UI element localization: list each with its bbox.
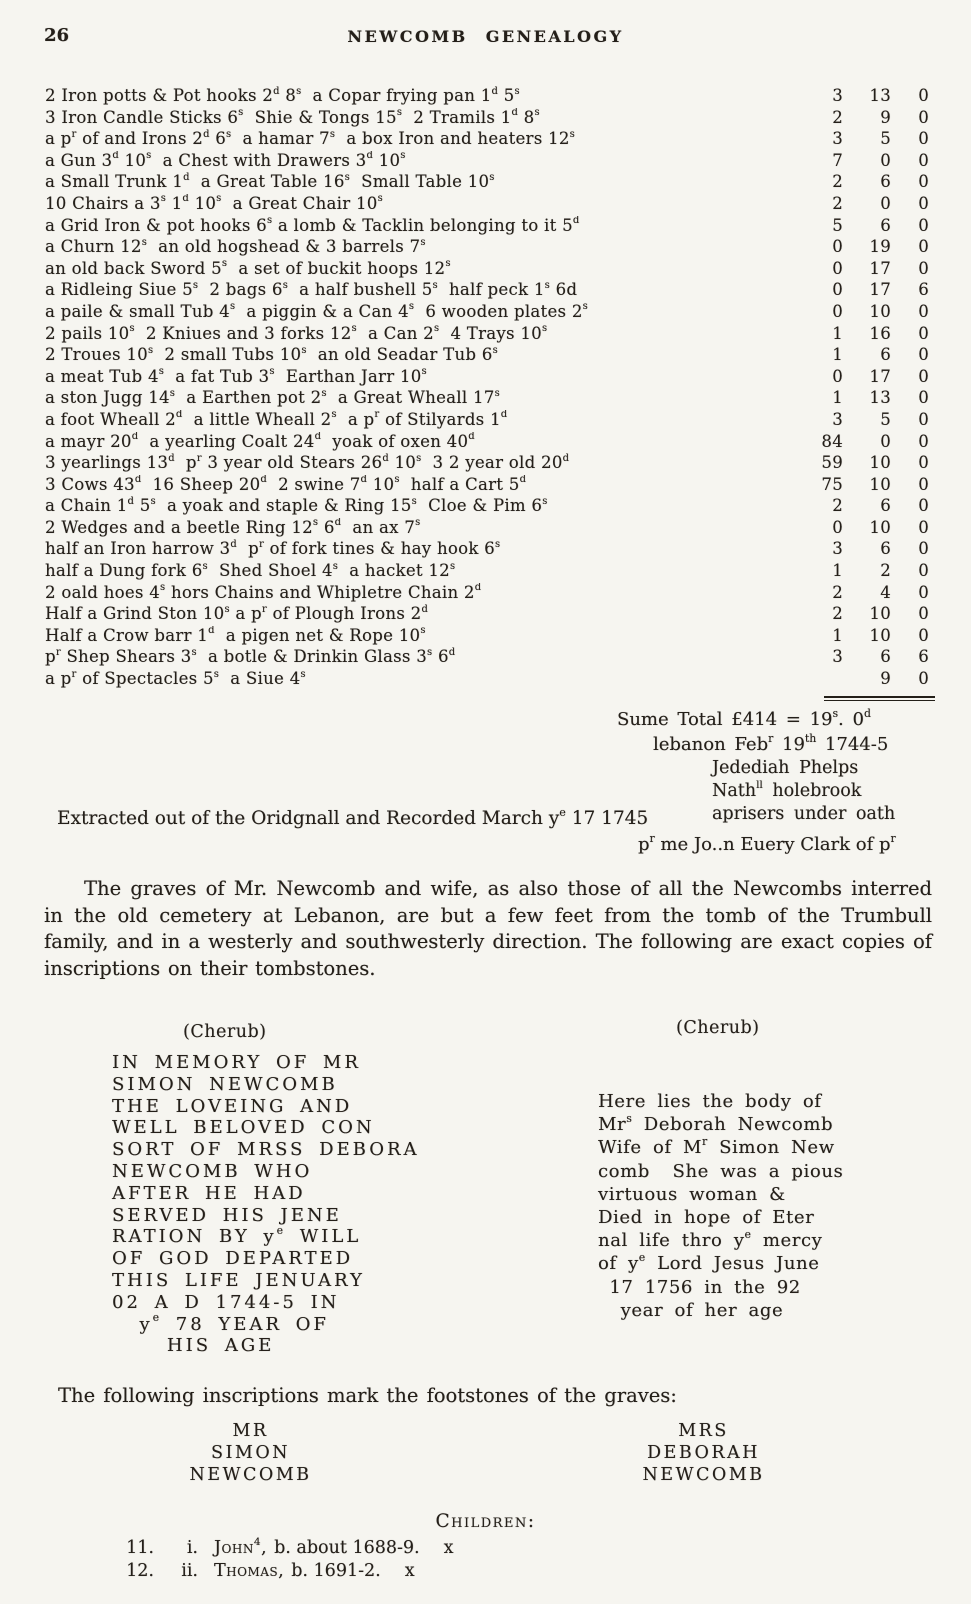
children-row bbox=[116, 1537, 453, 1560]
item-description: a Small Trunk 1$^d$ a Great Table 16$^s$ Small Table 10$^s$ bbox=[45, 172, 495, 192]
footstone-line: NEWCOMB bbox=[189, 1465, 312, 1485]
amount-pounds: 1 bbox=[832, 323, 843, 343]
inventory-row bbox=[45, 432, 935, 454]
amount-pounds: 3 bbox=[832, 539, 843, 559]
inventory-row bbox=[45, 324, 935, 346]
item-description: a ston Jugg 14$^s$ a Earthen pot 2$^s$ a Great Wheall 17$^s$ bbox=[45, 388, 500, 408]
inscription-line: Here lies the body of bbox=[598, 1091, 822, 1112]
inventory-row bbox=[45, 561, 935, 583]
inscription-line: RATION BY $y^e$ WILL bbox=[112, 1224, 362, 1248]
item-description: 2 Wedges and a beetle Ring 12$^s$ 6$^d$ an ax 7$^s$ bbox=[45, 517, 421, 537]
item-description: a $p^r$ of Spectacles 5$^s$ a Siue 4$^s$ bbox=[45, 669, 306, 689]
child-mark: x bbox=[443, 1538, 454, 1558]
amount-pounds: 2 bbox=[832, 582, 843, 602]
item-description: a Churn 12$^s$ an old hogshead & 3 barrels 7$^s$ bbox=[45, 237, 426, 257]
inscription-line: WELL BELOVED CON bbox=[112, 1117, 375, 1139]
inventory-row bbox=[45, 388, 935, 410]
item-description: 2 oald hoes 4$^s$ hors Chains and Whipletre Chain 2$^d$ bbox=[45, 582, 482, 602]
amount-shillings: 10 bbox=[869, 625, 891, 645]
inventory-row bbox=[45, 345, 935, 367]
amount-pounds: 2 bbox=[832, 107, 843, 127]
item-description: 10 Chairs a 3$^s$ 1$^d$ 10$^s$ a Great Chair 10$^s$ bbox=[45, 193, 383, 213]
amount-pence: 0 bbox=[918, 345, 929, 365]
amount-pence: 0 bbox=[918, 582, 929, 602]
amount-pence: 0 bbox=[918, 431, 929, 451]
item-description: a $p^r$ of and Irons 2$^d$ 6$^s$ a hamar 7$^s$ a box Iron and heaters 12$^s$ bbox=[45, 129, 576, 149]
graves-paragraph: The graves of Mr. Newcomb and wife, as also those of all the Newcombs interred in the old cemetery at Lebanon, are but a few feet from the tomb of the Trumbull family, and in a westerly and southwesterly direction. The following are exact copies of inscriptions on their tombstones. bbox=[44, 877, 932, 980]
inscription-line: virtuous woman & bbox=[598, 1183, 786, 1205]
inventory-row bbox=[45, 151, 935, 173]
item-description: a foot Wheall 2$^d$ a little Wheall 2$^s$ a $p^r$ of Stilyards 1$^d$ bbox=[45, 409, 508, 429]
inventory-row bbox=[45, 453, 935, 475]
child-name: Thomas, bbox=[214, 1560, 285, 1581]
amount-shillings: 6 bbox=[880, 172, 891, 192]
inscription-line: SERVED HIS JENE bbox=[112, 1204, 342, 1226]
amount-pounds: 0 bbox=[832, 366, 843, 386]
sum-total-line: Sume Total £414 = $19^s$. 0$^d$ bbox=[617, 706, 871, 730]
amount-pounds: 0 bbox=[832, 301, 843, 321]
extract-line: Extracted out of the Oridgnall and Recorded March $y^e$ 17 1745 bbox=[57, 805, 649, 829]
amount-shillings: 9 bbox=[880, 669, 891, 689]
inscription-line: Died in hope of Eter bbox=[598, 1207, 815, 1229]
amount-shillings: 17 bbox=[869, 366, 891, 386]
tombstone-inscription-deborah bbox=[598, 1090, 843, 1322]
inventory-row bbox=[45, 410, 935, 432]
amount-pounds: 3 bbox=[832, 647, 843, 667]
amount-pence: 6 bbox=[918, 280, 929, 300]
amount-pence: 0 bbox=[918, 215, 929, 235]
item-description: a mayr 20$^d$ a yearling Coalt 24$^d$ yoak of oxen 40$^d$ bbox=[45, 431, 475, 451]
item-description: a paile & small Tub 4$^s$ a piggin & a Can 4$^s$ 6 wooden plates 2$^s$ bbox=[45, 301, 589, 321]
amount-pounds: 2 bbox=[832, 496, 843, 516]
amount-pounds: 2 bbox=[832, 604, 843, 624]
amount-shillings: 13 bbox=[869, 388, 891, 408]
footstone-deborah bbox=[596, 1420, 811, 1486]
amount-pence: 0 bbox=[918, 86, 929, 105]
amount-shillings: 16 bbox=[869, 323, 891, 343]
cherub-label-left: (Cherub) bbox=[183, 1022, 267, 1042]
amount-shillings: 10 bbox=[869, 517, 891, 537]
amount-pence: 0 bbox=[918, 669, 929, 689]
inscription-line: 02 A D 1744-5 IN bbox=[112, 1291, 340, 1313]
item-description: a meat Tub 4$^s$ a fat Tub 3$^s$ Earthan Jarr 10$^s$ bbox=[45, 366, 427, 386]
amount-pounds: 2 bbox=[832, 172, 843, 192]
amount-shillings: 9 bbox=[880, 107, 891, 127]
amount-shillings: 5 bbox=[880, 409, 891, 429]
amount-pounds: 1 bbox=[832, 625, 843, 645]
inscription-line: SORT OF MRSS DEBORA bbox=[112, 1139, 420, 1161]
amount-shillings: 6 bbox=[880, 539, 891, 559]
amount-pence: 0 bbox=[918, 258, 929, 278]
children-row bbox=[116, 1560, 453, 1583]
page-number: 26 bbox=[44, 25, 70, 46]
amount-pounds: 0 bbox=[832, 237, 843, 257]
amount-pence: 0 bbox=[918, 625, 929, 645]
cherub-label-right: (Cherub) bbox=[676, 1018, 760, 1038]
amount-pence: 0 bbox=[918, 129, 929, 149]
amount-shillings: 0 bbox=[880, 150, 891, 170]
page-header: NEWCOMB GENEALOGY bbox=[347, 27, 624, 46]
item-description: half a Dung fork 6$^s$ Shed Shoel 4$^s$ a hacket 12$^s$ bbox=[45, 561, 456, 581]
amount-pounds: 3 bbox=[832, 86, 843, 105]
inventory-row bbox=[45, 86, 935, 108]
amount-shillings: 6 bbox=[880, 345, 891, 365]
inscription-line: SIMON NEWCOMB bbox=[112, 1073, 338, 1095]
item-description: Half a Grind Ston 10$^s$ a $p^r$ of Plough Irons 2$^d$ bbox=[45, 604, 429, 624]
amount-shillings: 4 bbox=[880, 582, 891, 602]
amount-pounds: 84 bbox=[821, 431, 843, 451]
item-description: Half a Crow barr 1$^d$ a pigen net & Rope 10$^s$ bbox=[45, 625, 426, 645]
signer-line: Nath$^{ll}$ holebrook bbox=[712, 778, 862, 801]
amount-shillings: 10 bbox=[869, 453, 891, 473]
amount-pounds: 7 bbox=[832, 150, 843, 170]
inscription-line: IN MEMORY OF MR bbox=[112, 1052, 361, 1073]
signer-line: aprisers under oath bbox=[712, 803, 896, 824]
child-mark: x bbox=[404, 1560, 415, 1581]
amount-shillings: 6 bbox=[880, 215, 891, 235]
amount-pounds: 5 bbox=[832, 215, 843, 235]
amount-pence: 0 bbox=[918, 474, 929, 494]
inscription-line: AFTER HE HAD bbox=[112, 1182, 306, 1204]
amount-pence: 0 bbox=[918, 193, 929, 213]
amount-pounds: 3 bbox=[832, 129, 843, 149]
amount-pence: 0 bbox=[918, 517, 929, 537]
item-description: $p^r$ Shep Shears 3$^s$ a botle & Drinkin Glass 3$^s$ 6$^d$ bbox=[45, 647, 456, 667]
amount-pounds: 0 bbox=[832, 517, 843, 537]
date-line: lebanon Feb$^r$ 19th 1744-5 bbox=[653, 731, 889, 755]
amount-pence: 0 bbox=[918, 366, 929, 386]
footstone-line: DEBORAH bbox=[647, 1443, 760, 1463]
amount-shillings: 19 bbox=[869, 237, 891, 257]
inscription-line: Mr$^s$ Deborah Newcomb bbox=[598, 1112, 834, 1136]
amount-pence: 0 bbox=[918, 237, 929, 257]
amount-shillings: 17 bbox=[869, 280, 891, 300]
inventory-row bbox=[45, 475, 935, 497]
amount-pounds: 0 bbox=[832, 280, 843, 300]
amount-pence: 0 bbox=[918, 496, 929, 516]
amount-pence: 0 bbox=[918, 172, 929, 192]
inventory-row bbox=[45, 172, 935, 194]
sum-rule bbox=[824, 696, 935, 701]
clerk-line: $p^r$ me Jo..n Euery Clark of $p^r$ bbox=[638, 831, 896, 855]
amount-shillings: 6 bbox=[880, 496, 891, 516]
item-description: 2 pails 10$^s$ 2 Kniues and 3 forks 12$^s$ a Can 2$^s$ 4 Trays 10$^s$ bbox=[45, 323, 548, 343]
footstone-line: NEWCOMB bbox=[642, 1465, 765, 1485]
amount-pounds: 2 bbox=[832, 193, 843, 213]
child-name: John$^4$, bbox=[214, 1536, 268, 1558]
children-list bbox=[116, 1537, 453, 1582]
inscription-line: HIS AGE bbox=[112, 1335, 275, 1357]
child-number: 11. bbox=[126, 1538, 154, 1558]
inscription-line: year of her age bbox=[598, 1299, 784, 1321]
item-description: half an Iron harrow 3$^d$ $p^r$ of fork tines & hay hook 6$^s$ bbox=[45, 539, 501, 559]
item-description: 2 Troues 10$^s$ 2 small Tubs 10$^s$ an old Seadar Tub 6$^s$ bbox=[45, 345, 498, 365]
inscription-line: THE LOVEING AND bbox=[112, 1095, 353, 1117]
amount-shillings: 0 bbox=[880, 431, 891, 451]
footstone-simon bbox=[148, 1420, 353, 1486]
inscription-line: NEWCOMB WHO bbox=[112, 1160, 313, 1182]
item-description: 3 Cows 43$^d$ 16 Sheep 20$^d$ 2 swine 7$^d$ 10$^s$ half a Cart 5$^d$ bbox=[45, 474, 527, 494]
inventory-row bbox=[45, 626, 935, 648]
amount-shillings: 10 bbox=[869, 474, 891, 494]
amount-shillings: 13 bbox=[869, 86, 891, 105]
inventory-row bbox=[45, 367, 935, 389]
inventory-row bbox=[45, 583, 935, 605]
footstone-line: SIMON bbox=[211, 1443, 290, 1463]
inscription-line: comb She was a pious bbox=[598, 1160, 844, 1182]
child-roman-numeral: i. bbox=[186, 1538, 198, 1558]
inscription-line: Wife of $M^r$ Simon New bbox=[598, 1135, 835, 1159]
amount-pence: 0 bbox=[918, 453, 929, 473]
amount-pence: 0 bbox=[918, 409, 929, 429]
inscription-line: $y^e$ 78 YEAR OF bbox=[112, 1311, 329, 1335]
footstone-line: MR bbox=[232, 1421, 269, 1441]
item-description: a Grid Iron & pot hooks 6$^s$ a lomb & Tacklin belonging to it 5$^d$ bbox=[45, 215, 580, 235]
item-description: 2 Iron potts & Pot hooks 2$^d$ 8$^s$ a Copar frying pan 1$^d$ 5$^s$ bbox=[45, 86, 520, 105]
amount-pounds: 3 bbox=[832, 409, 843, 429]
inventory-row bbox=[45, 647, 935, 669]
amount-shillings: 10 bbox=[869, 301, 891, 321]
inventory-row bbox=[45, 237, 935, 259]
amount-pence: 0 bbox=[918, 388, 929, 408]
amount-pounds: 0 bbox=[832, 258, 843, 278]
inventory-row bbox=[45, 108, 935, 130]
amount-pence: 0 bbox=[918, 604, 929, 624]
inscription-line: nal life thro $y^e$ mercy bbox=[598, 1228, 823, 1252]
item-description: 3 Iron Candle Sticks 6$^s$ Shie & Tongs 15$^s$ 2 Tramils 1$^d$ 8$^s$ bbox=[45, 107, 540, 127]
amount-pence: 0 bbox=[918, 561, 929, 581]
child-details: b. about 1688-9. bbox=[274, 1538, 420, 1558]
amount-pence: 0 bbox=[918, 539, 929, 559]
amount-shillings: 17 bbox=[869, 258, 891, 278]
amount-shillings: 2 bbox=[880, 561, 891, 581]
inventory-row bbox=[45, 302, 935, 324]
item-description: a Chain 1$^d$ 5$^s$ a yoak and staple & Ring 15$^s$ Cloe & Pim 6$^s$ bbox=[45, 496, 548, 516]
child-details: b. 1691-2. bbox=[291, 1560, 381, 1581]
inventory-row bbox=[45, 669, 935, 691]
tombstone-inscription-simon bbox=[112, 1052, 420, 1357]
item-description: an old back Sword 5$^s$ a set of buckit hoops 12$^s$ bbox=[45, 258, 451, 278]
item-description: a Gun 3$^d$ 10$^s$ a Chest with Drawers 3$^d$ 10$^s$ bbox=[45, 150, 406, 170]
amount-pounds: 75 bbox=[821, 474, 843, 494]
amount-shillings: 10 bbox=[869, 604, 891, 624]
item-description: a Ridleing Siue 5$^s$ 2 bags 6$^s$ a half bushell 5$^s$ half peck 1$^s$ 6d bbox=[45, 280, 578, 300]
amount-shillings: 0 bbox=[880, 193, 891, 213]
amount-pence: 6 bbox=[918, 647, 929, 667]
amount-shillings: 6 bbox=[880, 647, 891, 667]
inventory-row bbox=[45, 129, 935, 151]
inscription-line: THIS LIFE JENUARY bbox=[112, 1269, 365, 1291]
inventory-row bbox=[45, 496, 935, 518]
signers-block bbox=[712, 757, 895, 825]
amount-pounds: 1 bbox=[832, 345, 843, 365]
footstones-intro: The following inscriptions mark the footstones of the graves: bbox=[58, 1384, 677, 1407]
inscription-line: 17 1756 in the 92 bbox=[598, 1276, 801, 1298]
inventory-row bbox=[45, 194, 935, 216]
inventory-row bbox=[45, 280, 935, 302]
amount-pounds: 59 bbox=[821, 453, 843, 473]
inventory-row bbox=[45, 539, 935, 561]
amount-pence: 0 bbox=[918, 150, 929, 170]
amount-pence: 0 bbox=[918, 323, 929, 343]
footstone-line: MRS bbox=[678, 1421, 729, 1441]
amount-shillings: 5 bbox=[880, 129, 891, 149]
amount-pounds: 1 bbox=[832, 388, 843, 408]
child-roman-numeral: ii. bbox=[181, 1560, 198, 1581]
signer-line: Jedediah Phelps bbox=[712, 758, 859, 778]
amount-pounds: 1 bbox=[832, 561, 843, 581]
inventory-row bbox=[45, 604, 935, 626]
inventory-table bbox=[45, 86, 935, 691]
item-description: 3 yearlings 13$^d$ $p^r$ 3 year old Stears 26$^d$ 10$^s$ 3 2 year old 20$^d$ bbox=[45, 453, 570, 473]
inventory-row bbox=[45, 259, 935, 281]
amount-pence: 0 bbox=[918, 301, 929, 321]
amount-pence: 0 bbox=[918, 107, 929, 127]
children-heading: Children: bbox=[435, 1511, 536, 1532]
inscription-line: OF GOD DEPARTED bbox=[112, 1248, 354, 1270]
inventory-row bbox=[45, 216, 935, 238]
inscription-line: of $y^e$ Lord Jesus June bbox=[598, 1251, 820, 1275]
child-number: 12. bbox=[126, 1560, 154, 1581]
inventory-row bbox=[45, 518, 935, 540]
